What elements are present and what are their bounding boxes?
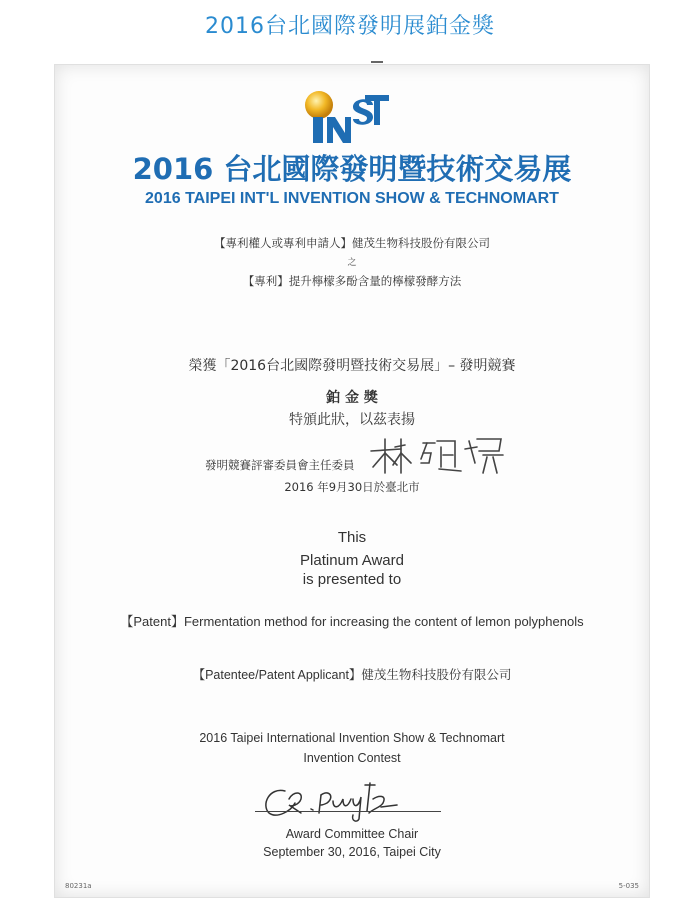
signature-rule [255, 811, 441, 812]
award-zh: 鉑 金 獎 [326, 390, 378, 406]
honor-zh: 榮獲「2016台北國際發明暨技術交易展」– 發明競賽 [188, 358, 516, 374]
award-en: Platinum Award [300, 552, 404, 569]
chair-signature-en [255, 777, 445, 827]
inst-logo [299, 87, 389, 147]
doc-code-right: 5-035 [618, 882, 639, 890]
scan-speck [371, 61, 383, 63]
this-en: This [337, 529, 367, 546]
chair-zh: 發明競賽評審委員會主任委員 [205, 458, 355, 472]
commend-zh: 特頒此狀，以茲表揚 [289, 412, 415, 428]
chair-signature-zh [365, 433, 505, 477]
patentee-en: 【Patentee/Patent Applicant】健茂生物科技股份有限公司 [192, 668, 512, 682]
contest-en: Invention Contest [303, 751, 401, 765]
date-en: September 30, 2016, Taipei City [263, 845, 441, 859]
patent-zh: 【專利】提升檸檬多酚含量的檸檬發酵方法 [242, 274, 462, 288]
of-zh: 之 [347, 258, 357, 268]
presented-en: is presented to [302, 571, 402, 588]
date-zh: 2016 年9月30日於臺北市 [284, 480, 420, 494]
doc-code-left: 80231a [65, 882, 92, 890]
page-heading: 2016台北國際發明展鉑金獎 [205, 14, 495, 39]
patentee-zh: 【專利權人或專利申請人】健茂生物科技股份有限公司 [214, 236, 490, 250]
chair-en: Award Committee Chair [285, 827, 419, 841]
event-en: 2016 Taipei International Invention Show & Technomart [199, 731, 505, 745]
certificate-title-en: 2016 TAIPEI INT'L INVENTION SHOW & TECHNOMART [145, 190, 559, 207]
certificate [54, 64, 650, 898]
patent-en: 【Patent】Fermentation method for increasing the content of lemon polyphenols [120, 614, 584, 629]
certificate-title-zh: 2016 台北國際發明暨技術交易展 [132, 152, 572, 186]
